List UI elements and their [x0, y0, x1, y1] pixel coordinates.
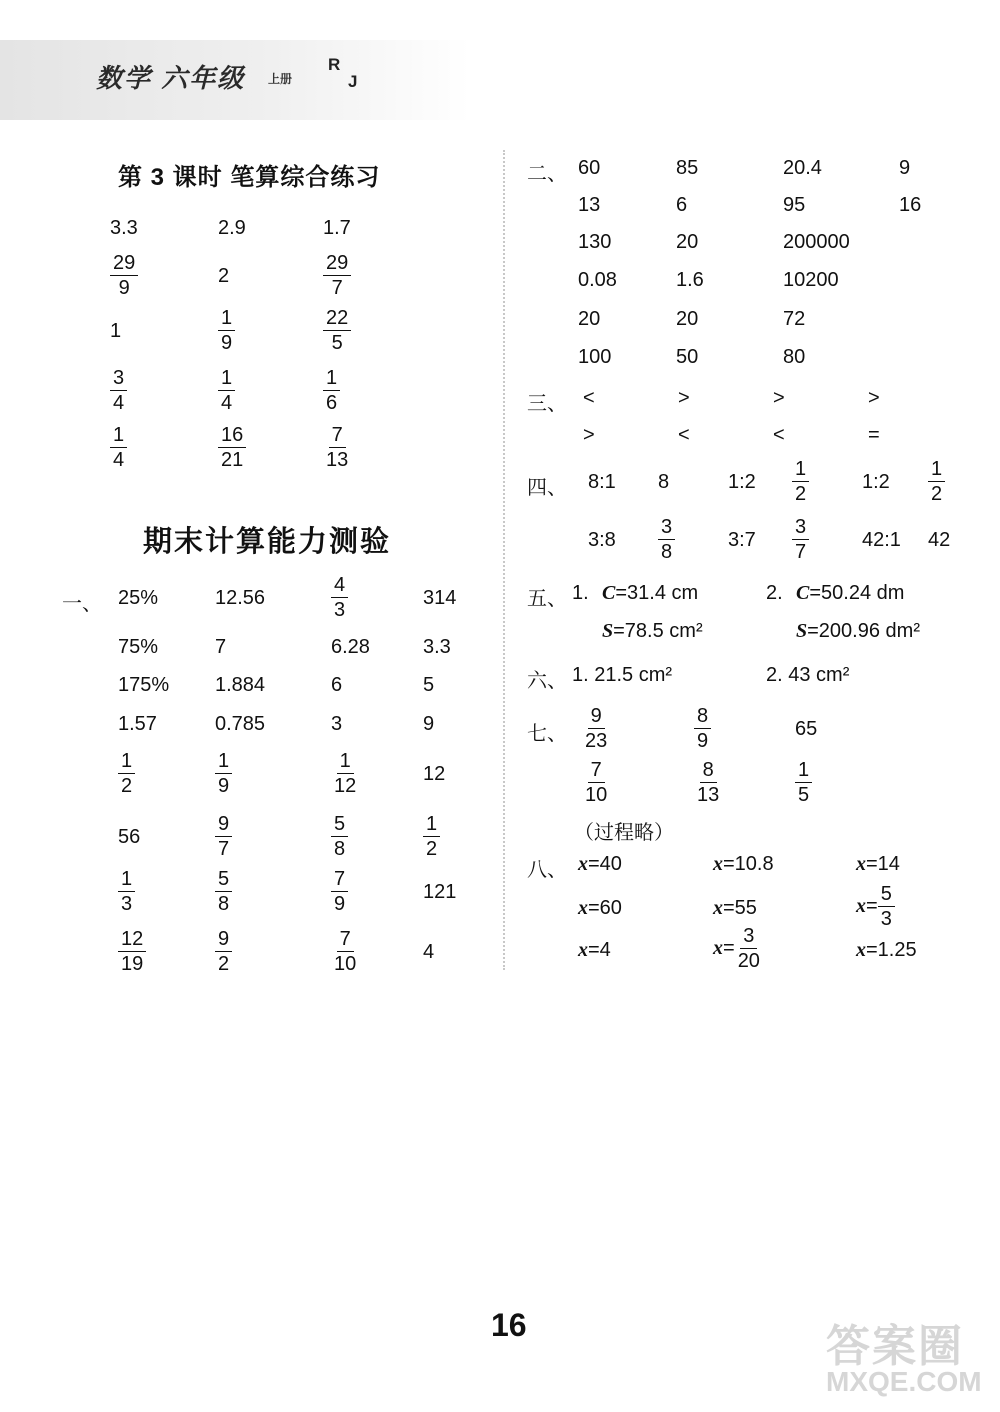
watermark-logo: 答案圈 [826, 1322, 964, 1371]
column-divider [503, 150, 505, 970]
equation-solution: x=60 [578, 897, 622, 919]
fraction [694, 706, 711, 751]
section-2-answer: 95 [783, 194, 806, 216]
section-2-answer: 9 [899, 157, 911, 179]
numerator: 1 [792, 459, 809, 482]
question-number: 2. [766, 582, 783, 604]
fraction [323, 308, 351, 353]
section-1-answer: 121 [423, 881, 457, 903]
fraction [110, 253, 138, 298]
section-1-answer: 7 [215, 636, 227, 658]
equation-solution: x=55 [713, 897, 757, 919]
fraction [323, 368, 340, 413]
practice-answer [218, 307, 235, 353]
practice-answer: 1.7 [323, 217, 351, 239]
denominator: 9 [118, 277, 130, 299]
numerator: 1 [110, 425, 127, 448]
fraction [735, 926, 763, 971]
numerator: 8 [700, 760, 717, 783]
section-1-answer: 56 [118, 826, 141, 848]
watermark-url: MXQE.COM [826, 1366, 982, 1397]
area-answer: 1. 21.5 cm² [572, 664, 673, 686]
denominator: 7 [218, 838, 230, 860]
section-1-answer: 0.785 [215, 713, 266, 735]
area-answer: 2. 43 cm² [766, 664, 850, 686]
denominator: 19 [121, 953, 144, 975]
section-1-answer: 12.56 [215, 587, 266, 609]
section-2-answer: 10200 [783, 269, 839, 291]
section-1-answer: 314 [423, 587, 457, 609]
numerator: 3 [792, 517, 809, 540]
denominator: 13 [697, 784, 720, 806]
practice-answer [218, 367, 235, 413]
section-2-answer: 72 [783, 308, 806, 330]
numerator: 1 [118, 869, 135, 892]
question-number: 1. [572, 582, 589, 604]
denominator: 13 [326, 449, 349, 471]
practice-answer [323, 252, 351, 298]
section-1-answer: 1.884 [215, 674, 266, 696]
numerator: 3 [740, 926, 757, 949]
header-volume: 上册 [268, 72, 293, 86]
numerator: 7 [329, 425, 346, 448]
equation-solution: x=10.8 [713, 853, 774, 875]
process-omitted-note: （过程略） [574, 822, 674, 844]
fraction [792, 517, 809, 562]
section-5-label: 五、 [527, 588, 567, 610]
equation-solution: x=40 [578, 853, 622, 875]
fraction [215, 814, 232, 859]
section-1-answer: 6.28 [331, 636, 370, 658]
numerator: 29 [110, 253, 138, 276]
denominator: 23 [585, 730, 608, 752]
practice-answer: 3.3 [110, 217, 138, 239]
equation-solution: x=1.25 [856, 939, 917, 961]
circumference-answer: C=31.4 cm [602, 582, 699, 604]
section-3-label: 三、 [527, 393, 567, 415]
ratio-answer [792, 458, 809, 504]
numerator: 3 [110, 368, 127, 391]
denominator: 3 [121, 893, 133, 915]
numerator: 12 [118, 929, 146, 952]
ratio-answer: 1:2 [862, 471, 890, 493]
section-2-answer: 13 [578, 194, 601, 216]
section-1-answer: 75% [118, 636, 159, 658]
section-1-answer [331, 928, 359, 974]
ratio-answer [792, 516, 809, 562]
denominator: 7 [331, 277, 343, 299]
section-7-answer [694, 759, 722, 805]
fraction [331, 869, 348, 914]
section-2-answer: 20.4 [783, 157, 822, 179]
numerator: 1 [928, 459, 945, 482]
section-7-answer [582, 759, 610, 805]
fraction [110, 368, 127, 413]
equation-solution: x=14 [856, 853, 900, 875]
equation-solution: x= $\frac{3}{20}$ [713, 926, 763, 971]
numerator: 29 [323, 253, 351, 276]
fraction [658, 517, 675, 562]
denominator: 8 [661, 541, 673, 563]
numerator: 22 [323, 308, 351, 331]
fraction [118, 929, 146, 974]
numerator: 7 [331, 869, 348, 892]
section-1-answer: 175% [118, 674, 170, 696]
header-subject: 数学 六年级 [96, 63, 246, 93]
numerator: 1 [795, 760, 812, 783]
ratio-answer: 3:8 [588, 529, 616, 551]
fraction [582, 760, 610, 805]
section-1-answer [331, 813, 348, 859]
section-2-answer: 200000 [783, 231, 850, 253]
fraction [118, 751, 135, 796]
denominator: 8 [334, 838, 346, 860]
section-1-answer: 25% [118, 587, 159, 609]
section-1-label: 一、 [62, 593, 102, 615]
comparison-sign: < [773, 424, 785, 446]
section-2-answer: 60 [578, 157, 601, 179]
practice-answer [323, 307, 351, 353]
section-1-answer [215, 750, 232, 796]
section-1-answer [215, 928, 232, 974]
numerator: 5 [215, 869, 232, 892]
ratio-answer: 1:2 [728, 471, 756, 493]
section-2-answer: 80 [783, 346, 806, 368]
ratio-answer [658, 516, 675, 562]
denominator: 2 [121, 775, 133, 797]
header-edition-r: R [328, 55, 341, 74]
section-1-answer [118, 868, 135, 914]
section-2-answer: 130 [578, 231, 612, 253]
section-2-answer: 6 [676, 194, 688, 216]
section-2-answer: 20 [676, 308, 699, 330]
header-edition-j: J [348, 72, 358, 91]
numerator: 7 [588, 760, 605, 783]
denominator: 4 [221, 392, 233, 414]
denominator: 10 [334, 953, 357, 975]
denominator: 9 [334, 893, 346, 915]
comparison-sign: > [773, 387, 785, 409]
numerator: 1 [218, 368, 235, 391]
section-2-answer: 0.08 [578, 269, 617, 291]
numerator: 9 [215, 814, 232, 837]
practice-answer [218, 424, 246, 470]
section-1-answer: 3 [331, 713, 343, 735]
numerator: 5 [331, 814, 348, 837]
fraction [215, 869, 232, 914]
section-1-answer: 12 [423, 763, 446, 785]
section-1-answer [215, 868, 232, 914]
equation-solution: x=4 [578, 939, 611, 961]
denominator: 9 [697, 730, 709, 752]
fraction [331, 751, 359, 796]
fraction [118, 869, 135, 914]
numerator: 7 [337, 929, 354, 952]
ratio-answer: 8 [658, 471, 670, 493]
denominator: 5 [798, 784, 810, 806]
section-1-answer: 5 [423, 674, 435, 696]
numerator: 5 [878, 884, 895, 907]
section-7-answer [582, 705, 610, 751]
denominator: 9 [218, 775, 230, 797]
fraction [323, 253, 351, 298]
section-1-answer [423, 813, 440, 859]
ratio-answer: 3:7 [728, 529, 756, 551]
section-7-answer: 65 [795, 718, 818, 740]
denominator: 2 [426, 838, 438, 860]
section-1-answer: 1.57 [118, 713, 157, 735]
practice-answer [110, 252, 138, 298]
fraction [694, 760, 722, 805]
denominator: 3 [334, 599, 346, 621]
exam-title: 期末计算能力测验 [143, 526, 392, 558]
fraction [215, 929, 232, 974]
practice-answer: 1 [110, 320, 122, 342]
denominator: 4 [113, 392, 125, 414]
section-1-answer [215, 813, 232, 859]
section-7-label: 七、 [527, 723, 567, 745]
practice-title: 第 3 课时 笔算综合练习 [118, 164, 381, 191]
fraction [331, 929, 359, 974]
denominator: 8 [218, 893, 230, 915]
fraction [582, 706, 610, 751]
section-2-answer: 16 [899, 194, 922, 216]
ratio-answer: 42:1 [862, 529, 901, 551]
fraction [792, 459, 809, 504]
denominator: 12 [334, 775, 357, 797]
denominator: 2 [931, 483, 943, 505]
area-answer: S=78.5 cm² [602, 620, 703, 642]
section-2-answer: 100 [578, 346, 612, 368]
section-1-answer [118, 750, 135, 796]
section-2-answer: 50 [676, 346, 699, 368]
denominator: 10 [585, 784, 608, 806]
comparison-sign: < [678, 424, 690, 446]
ratio-answer: 42 [928, 529, 951, 551]
section-8-label: 八、 [527, 859, 567, 881]
fraction [218, 425, 246, 470]
comparison-sign: < [583, 387, 595, 409]
comparison-sign: = [868, 424, 880, 446]
section-1-answer [331, 750, 359, 796]
denominator: 2 [218, 953, 230, 975]
section-1-answer: 9 [423, 713, 435, 735]
section-1-answer: 6 [331, 674, 343, 696]
section-2-answer: 20 [578, 308, 601, 330]
section-4-label: 四、 [527, 477, 567, 499]
comparison-sign: > [678, 387, 690, 409]
practice-answer [110, 367, 127, 413]
fraction [215, 751, 232, 796]
denominator: 4 [113, 449, 125, 471]
denominator: 3 [880, 908, 892, 930]
practice-answer: 2 [218, 265, 230, 287]
area-answer: S=200.96 dm² [796, 620, 920, 642]
numerator: 3 [658, 517, 675, 540]
section-7-answer [795, 759, 812, 805]
fraction [218, 368, 235, 413]
numerator: 1 [337, 751, 354, 774]
denominator: 6 [326, 392, 338, 414]
section-1-answer: 3.3 [423, 636, 451, 658]
section-2-answer: 20 [676, 231, 699, 253]
fraction [423, 814, 440, 859]
section-1-answer: 4 [423, 941, 435, 963]
section-7-answer [694, 705, 711, 751]
numerator: 1 [118, 751, 135, 774]
section-6-label: 六、 [527, 670, 567, 692]
numerator: 4 [331, 575, 348, 598]
numerator: 9 [215, 929, 232, 952]
fraction [110, 425, 127, 470]
ratio-answer: 8:1 [588, 471, 616, 493]
fraction [331, 814, 348, 859]
denominator: 21 [221, 449, 244, 471]
circumference-answer: C=50.24 dm [796, 582, 905, 604]
section-2-answer: 85 [676, 157, 699, 179]
section-1-answer [331, 868, 348, 914]
section-1-answer [331, 574, 348, 620]
numerator: 9 [588, 706, 605, 729]
fraction [323, 425, 351, 470]
practice-answer [323, 424, 351, 470]
denominator: 5 [331, 332, 343, 354]
section-2-answer: 1.6 [676, 269, 704, 291]
ratio-answer [928, 458, 945, 504]
equation-solution: x= $\frac{5}{3}$ [856, 884, 895, 929]
denominator: 20 [737, 950, 760, 972]
numerator: 1 [323, 368, 340, 391]
comparison-sign: > [868, 387, 880, 409]
denominator: 7 [795, 541, 807, 563]
fraction [795, 760, 812, 805]
denominator: 9 [221, 332, 233, 354]
practice-answer [323, 367, 340, 413]
page-number: 16 [491, 1307, 527, 1343]
practice-answer [110, 424, 127, 470]
fraction [878, 884, 895, 929]
numerator: 1 [215, 751, 232, 774]
comparison-sign: > [583, 424, 595, 446]
fraction [928, 459, 945, 504]
numerator: 16 [218, 425, 246, 448]
section-2-label: 二、 [527, 163, 567, 185]
section-1-answer [118, 928, 146, 974]
fraction [218, 308, 235, 353]
fraction [331, 575, 348, 620]
numerator: 1 [423, 814, 440, 837]
practice-answer: 2.9 [218, 217, 246, 239]
numerator: 1 [218, 308, 235, 331]
denominator: 2 [795, 483, 807, 505]
numerator: 8 [694, 706, 711, 729]
